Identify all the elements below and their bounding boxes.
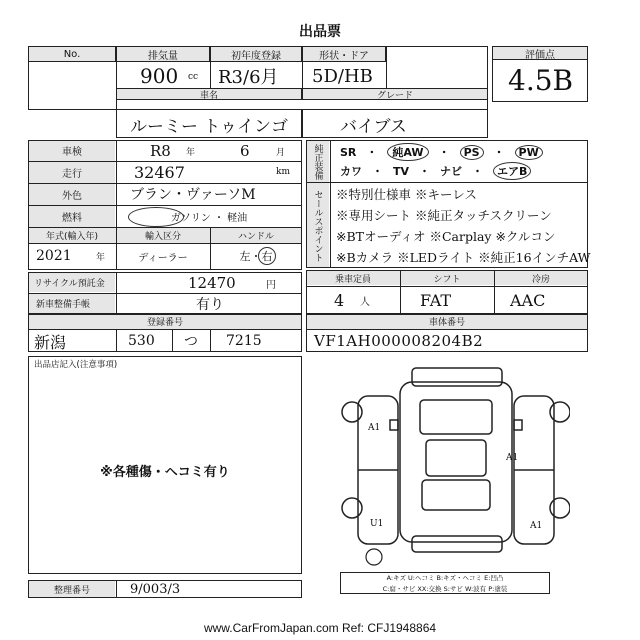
equip-pw: PW (515, 145, 543, 160)
rear-window (422, 480, 490, 510)
model-year-unit: 年 (96, 252, 106, 263)
admin-value: 9/003/3 (130, 581, 181, 597)
equipment-row-2: カワ ・ TV ・ ナビ ・ エアB (340, 163, 580, 179)
car-damage-diagram (330, 360, 570, 570)
engine-unit: cc (188, 72, 199, 82)
reg-kana: つ (184, 334, 198, 350)
sales-point-2: ※専用シート ※純正タッチスクリーン (336, 208, 552, 223)
shift-label: シフト (433, 274, 461, 285)
score-label: 評価点 (525, 49, 555, 61)
passengers-label: 乗車定員 (334, 274, 371, 285)
inspection-year-unit: 年 (186, 147, 196, 158)
first-reg-label: 初年度登録 (231, 50, 281, 62)
wheel-rf (550, 402, 570, 422)
recycle-unit: 円 (266, 279, 276, 291)
manual-label: 新車整備手帳 (36, 300, 91, 310)
handle-label: ハンドル (237, 231, 274, 242)
reg-area: 新潟 (34, 332, 67, 352)
handle-selected-circle (258, 247, 276, 265)
equip-airbag: エアB (493, 162, 531, 180)
mileage-value: 32467 (134, 162, 185, 182)
model-year-value: 2021 (36, 248, 72, 264)
reg-class: 530 (128, 333, 155, 349)
grade-label: グレード (376, 90, 413, 101)
equip-aw: 純AW (387, 143, 428, 161)
remarks-value: ※各種傷・ヘコミ有り (100, 464, 230, 480)
model-value: 5D/HB (312, 65, 373, 87)
footer-watermark: www.CarFromJapan.com Ref: CFJ1948864 (203, 621, 437, 635)
car-name-label: 車名 (199, 90, 218, 101)
rear-bumper (412, 536, 502, 552)
equipment-label: 純正装備 (312, 144, 323, 180)
wheel-lr (342, 498, 362, 518)
grade-value: バイブス (340, 116, 407, 137)
import-label: 輸入区分 (144, 231, 181, 242)
equip-sr: SR (340, 145, 357, 159)
passengers-unit: 人 (360, 296, 370, 308)
chassis-label: 車体番号 (428, 318, 465, 328)
roof (426, 440, 486, 476)
manual-value: 有り (196, 297, 224, 313)
model-label: 形状・ドア (319, 50, 369, 62)
sheet-title: 出品票 (299, 24, 341, 40)
legend-circle (366, 549, 382, 565)
inspection-month-unit: 月 (276, 147, 286, 158)
sales-point-1: ※特別仕様車 ※キーレス (336, 187, 477, 202)
damage-mark-1: A1 (368, 423, 381, 433)
windshield (420, 400, 492, 434)
damage-legend-row-1: A:キズ U:ヘコミ B:キズ・ヘコミ E:凹凸 (386, 574, 504, 582)
ac-label: 冷房 (531, 274, 550, 285)
chassis-value: VF1AH000008204B2 (314, 332, 484, 350)
car-name-value: ルーミー トゥインゴ (130, 116, 288, 137)
wheel-lf (342, 402, 362, 422)
equipment-row-1: SR ・ 純AW ・ PS ・ PW (340, 144, 580, 160)
fuel-options: ガソリン ・ 軽油 (170, 212, 248, 224)
recycle-value: 12470 (188, 274, 236, 292)
fuel-label: 燃料 (62, 212, 82, 224)
passengers-value: 4 (334, 290, 345, 310)
front-bumper (412, 368, 502, 386)
admin-label: 整理番号 (53, 585, 90, 596)
reg-number-label: 登録番号 (146, 318, 183, 328)
damage-legend-row-2: C:腐・サビ XX:交換 S:サビ W:波有 P:塗装 (382, 585, 508, 593)
remarks-label: 出品店記入(注意事項) (34, 360, 118, 370)
damage-mark-2: A1 (506, 453, 519, 463)
sales-point-label: セールスポイント (312, 190, 323, 262)
equip-navi: ナビ (440, 165, 463, 178)
car-body (400, 382, 512, 542)
damage-mark-4: A1 (530, 521, 543, 531)
fuel-selected-circle (128, 207, 184, 227)
equip-kawa: カワ (340, 165, 362, 178)
sales-point-4: ※Bカメラ ※LEDライト ※純正16インチAW (336, 250, 591, 265)
model-year-label: 年式(輸入年) (45, 231, 99, 242)
damage-mark-3: U1 (370, 519, 384, 529)
inspection-year: R8 (150, 142, 171, 160)
reg-number: 7215 (226, 333, 262, 349)
shift-value: FAT (420, 290, 452, 310)
exterior-value: ブラン・ヴァーソM (130, 187, 256, 203)
import-value: ディーラー (138, 252, 188, 264)
ac-value: AAC (510, 290, 546, 310)
first-reg-value: R3/6月 (218, 67, 279, 88)
engine-label: 排気量 (148, 50, 178, 62)
equip-ps: PS (460, 145, 484, 160)
exterior-label: 外色 (62, 190, 82, 202)
mileage-label: 走行 (62, 168, 82, 180)
engine-value: 900 (140, 64, 179, 88)
recycle-label: リサイクル預託金 (34, 279, 105, 289)
wheel-rr (550, 498, 570, 518)
handle-options: 左・右 (239, 250, 273, 263)
inspection-label: 車検 (62, 147, 82, 158)
inspection-month: 6 (240, 142, 250, 160)
sales-point-3: ※BTオーディオ ※Carplay ※クルコン (336, 229, 556, 244)
mileage-unit: km (276, 167, 290, 177)
no-label: No. (63, 48, 81, 60)
score-value: 4.5B (508, 63, 574, 97)
equip-tv: TV (393, 164, 410, 178)
